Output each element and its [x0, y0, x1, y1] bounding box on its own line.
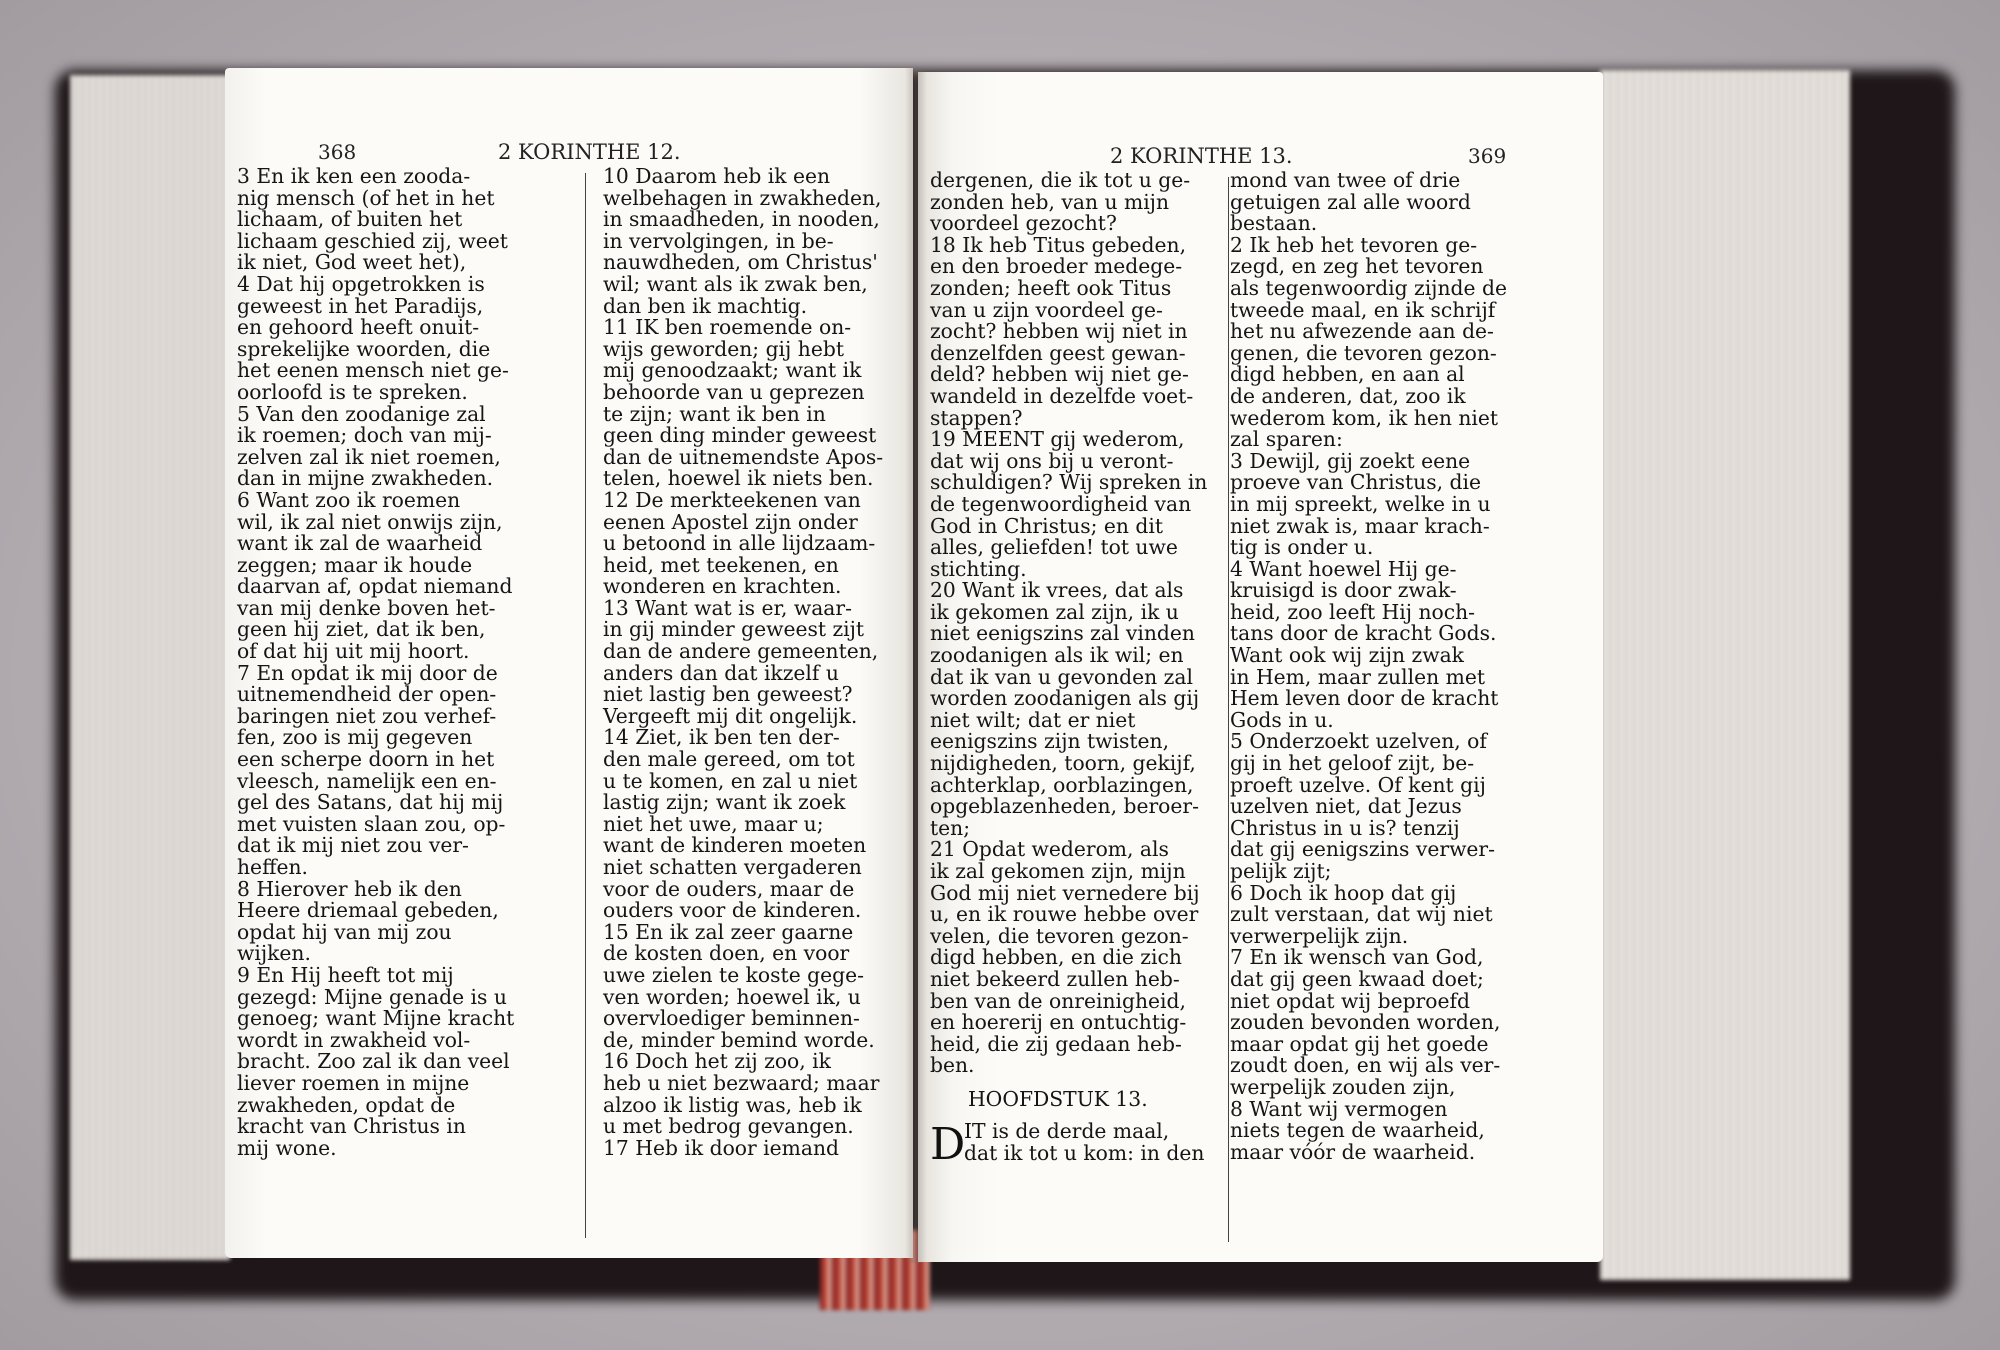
text-line: geweest in het Paradijs, — [237, 293, 484, 318]
drop-cap: D — [930, 1118, 966, 1170]
text-line: maar opdat gij het goede — [1230, 1031, 1489, 1056]
text-line: baringen niet zou verhef- — [237, 703, 497, 728]
text-line: zult verstaan, dat wij niet — [1230, 902, 1493, 927]
text-line: in vervolgingen, in be- — [603, 228, 834, 253]
text-line: als tegenwoordig zijnde de — [1230, 275, 1507, 300]
text-line: achterklap, oorblazingen, — [930, 772, 1194, 797]
text-line: want ik zal de waarheid — [237, 531, 483, 556]
running-header-left: 2 KORINTHE 12. — [498, 140, 681, 164]
text-line: en den broeder medege- — [930, 254, 1183, 279]
text-line: eenen Apostel zijn onder — [603, 509, 858, 534]
text-line: telen, hoewel ik niets ben. — [603, 466, 874, 491]
text-line: zelven zal ik niet roemen, — [237, 444, 501, 469]
text-line: eenigszins zijn twisten, — [930, 729, 1170, 754]
text-line: 15 En ik zal zeer gaarne — [603, 919, 854, 944]
text-line: pelijk zijt; — [1230, 859, 1332, 883]
text-line: heffen. — [237, 855, 308, 879]
text-line: tweede maal, en ik schrijf — [1230, 297, 1496, 322]
text-line: mij genoodzaakt; want ik — [603, 358, 862, 383]
text-line: 10 Daarom heb ik een — [603, 164, 831, 188]
text-line: met vuisten slaan zou, op- — [237, 811, 506, 836]
text-line: 9 En Hij heeft tot mij — [237, 962, 454, 987]
text-line: ven worden; hoewel ik, u — [603, 984, 861, 1009]
text-line: wil; want als ik zwak ben, — [603, 271, 868, 296]
text-line: dan de andere gemeenten, — [603, 639, 879, 664]
text-line: 8 Hierover heb ik den — [237, 876, 462, 901]
text-line: wederom kom, ik hen niet — [1230, 405, 1499, 430]
text-line: zal sparen: — [1230, 427, 1343, 452]
text-line: IT is de derde maal, — [964, 1118, 1170, 1143]
text-line: worden zoodanigen als gij — [930, 686, 1200, 711]
text-line: God in Christus; en dit — [930, 513, 1164, 538]
text-line: niet het uwe, maar u; — [603, 811, 824, 836]
text-line: de kosten doen, en voor — [603, 941, 850, 966]
text-line: getuigen zal alle woord — [1230, 189, 1471, 214]
text-line: dergenen, die ik tot u ge- — [930, 168, 1191, 192]
text-line: liever roemen in mijne — [237, 1070, 470, 1095]
text-line: 21 Opdat wederom, als — [930, 837, 1169, 862]
text-line: deld? hebben wij niet ge- — [930, 362, 1189, 387]
text-line: een scherpe doorn in het — [237, 747, 495, 772]
text-line: dat gij geen kwaad doet; — [1230, 966, 1484, 991]
text-line: dat ik mij niet zou ver- — [237, 833, 469, 858]
text-line: niet opdat wij beproefd — [1230, 988, 1470, 1013]
text-line: zonden heb, van u mijn — [930, 189, 1170, 214]
text-line: wijs geworden; gij hebt — [603, 336, 844, 361]
page-number-left: 368 — [318, 140, 357, 164]
text-line: voordeel gezocht? — [930, 211, 1117, 236]
text-line: 18 Ik heb Titus gebeden, — [930, 232, 1187, 257]
text-line: proeve van Christus, die — [1230, 470, 1482, 495]
text-line: lastig zijn; want ik zoek — [603, 790, 846, 815]
page-edges-left — [70, 75, 230, 1260]
text-line: de, minder bemind worde. — [603, 1027, 875, 1052]
text-line: het eenen mensch niet ge- — [237, 358, 509, 383]
text-line: niet eenigszins zal vinden — [930, 621, 1195, 646]
text-line: van mij denke boven het- — [237, 595, 496, 620]
text-line: 16 Doch het zij zoo, ik — [603, 1049, 831, 1074]
text-line: ik gekomen zal zijn, ik u — [930, 599, 1179, 624]
text-line: velen, die tevoren gezon- — [930, 923, 1189, 948]
text-line: gij in het geloof zijt, be- — [1230, 751, 1475, 776]
text-line: dan ben ik machtig. — [603, 293, 808, 318]
text-line: zwakheden, opdat de — [237, 1092, 456, 1117]
left-page-column-1 — [237, 164, 515, 1160]
text-line: dat wij ons bij u veront- — [930, 448, 1174, 473]
text-line: zocht? hebben wij niet in — [930, 319, 1188, 344]
text-line: lichaam geschied zij, weet — [237, 228, 508, 253]
chapter-heading: HOOFDSTUK 13. — [968, 1086, 1148, 1111]
book-gutter — [905, 68, 927, 1263]
text-line: wil, ik zal niet onwijs zijn, — [237, 509, 503, 534]
text-line: 4 Dat hij opgetrokken is — [237, 271, 485, 296]
text-line: 20 Want ik vrees, dat als — [930, 578, 1184, 603]
text-line: Vergeeft mij dit ongelijk. — [603, 703, 858, 728]
text-line: wonderen en krachten. — [603, 574, 842, 599]
text-line: want de kinderen moeten — [603, 833, 867, 858]
text-line: gezegd: Mijne genade is u — [237, 984, 507, 1009]
text-line: 12 De merkteekenen van — [603, 487, 861, 512]
text-line: de tegenwoordigheid van — [930, 491, 1192, 516]
text-line: zeggen; maar ik houde — [237, 552, 473, 577]
right-page-column-2 — [1230, 170, 1530, 1163]
text-line: zoodanigen als ik wil; en — [930, 643, 1184, 668]
text-line: niet bekeerd zullen heb- — [930, 966, 1180, 991]
text-line: voor de ouders, maar de — [603, 876, 855, 901]
text-line: Want ook wij zijn zwak — [1230, 643, 1464, 668]
text-line: u, en ik rouwe hebbe over — [930, 902, 1199, 927]
text-line: dat gij eenigszins verwer- — [1230, 837, 1495, 862]
text-line: uitnemendheid der open- — [237, 682, 497, 707]
text-line: niet zwak is, maar krach- — [1230, 513, 1490, 538]
text-line: genoeg; want Mijne kracht — [237, 1006, 515, 1031]
text-line: uwe zielen te koste gege- — [603, 962, 864, 987]
text-line: fen, zoo is mij gegeven — [237, 725, 473, 750]
text-line: dan de uitnemendste Apos- — [603, 444, 884, 469]
text-line: te zijn; want ik ben in — [603, 401, 826, 426]
text-line: en gehoord heeft onuit- — [237, 315, 480, 340]
text-line: mond van twee of drie — [1230, 168, 1461, 192]
text-line: heid, zoo leeft Hij noch- — [1230, 599, 1476, 624]
running-header-right: 2 KORINTHE 13. — [1110, 144, 1293, 168]
text-line: 7 En opdat ik mij door de — [237, 660, 498, 685]
text-line: ben. — [930, 1053, 975, 1078]
text-line: verwerpelijk zijn. — [1230, 923, 1409, 948]
text-line: overvloediger beminnen- — [603, 1006, 860, 1031]
text-line: opdat hij van mij zou — [237, 919, 452, 944]
chapter-opening — [930, 1118, 1230, 1170]
text-line: zonden; heeft ook Titus — [930, 275, 1172, 300]
text-line: alzoo ik listig was, heb ik — [603, 1092, 862, 1117]
text-line: dat ik tot u kom: in den — [964, 1140, 1205, 1165]
text-line: anders dan dat ikzelf u — [603, 660, 839, 685]
text-line: 3 En ik ken een zooda- — [237, 164, 471, 188]
text-line: 4 Want hoewel Hij ge- — [1230, 556, 1457, 581]
text-line: of dat hij uit mij hoort. — [237, 639, 470, 664]
text-line: 2 Ik heb het tevoren ge- — [1230, 232, 1478, 257]
text-line: vleesch, namelijk een en- — [237, 768, 497, 793]
text-line: uzelven niet, dat Jezus — [1230, 794, 1462, 819]
text-line: ik niet, God weet het), — [237, 250, 467, 275]
text-line: in gij minder geweest zijt — [603, 617, 865, 642]
text-line: 19 MEENT gij wederom, — [930, 427, 1185, 452]
text-line: daarvan af, opdat niemand — [237, 574, 513, 599]
text-line: Gods in u. — [1230, 707, 1334, 732]
text-line: opgeblazenheden, beroer- — [930, 794, 1199, 819]
text-line: 6 Want zoo ik roemen — [237, 487, 461, 512]
text-line: God mij niet vernedere bij — [930, 880, 1200, 905]
text-line: 5 Onderzoekt uzelven, of — [1230, 729, 1487, 754]
left-page-column-2 — [603, 166, 903, 1159]
column-rule-right — [1228, 177, 1229, 1242]
text-line: bracht. Zoo zal ik dan veel — [237, 1049, 510, 1074]
text-line: dan in mijne zwakheden. — [237, 466, 494, 491]
text-line: in smaadheden, in nooden, — [603, 207, 880, 232]
text-line: kracht van Christus in — [237, 1114, 466, 1139]
text-line: van u zijn voordeel ge- — [930, 297, 1163, 322]
text-line: kruisigd is door zwak- — [1230, 578, 1457, 603]
text-line: u te komen, en zal u niet — [603, 768, 858, 793]
text-line: niets tegen de waarheid, — [1230, 1118, 1485, 1143]
text-line: geen ding minder geweest — [603, 423, 877, 448]
page-edges-right — [1600, 70, 1850, 1280]
text-line: proeft uzelve. Of kent gij — [1230, 772, 1486, 797]
text-line: 6 Doch ik hoop dat gij — [1230, 880, 1457, 905]
text-line: denzelfden geest gewan- — [930, 340, 1186, 365]
text-line: 14 Ziet, ik ben ten der- — [603, 725, 840, 750]
text-line: ik zal gekomen zijn, mijn — [930, 859, 1186, 883]
text-line: dat ik van u gevonden zal — [930, 664, 1193, 689]
text-line: zoudt doen, en wij als ver- — [1230, 1053, 1501, 1078]
text-line: heid, met teekenen, en — [603, 552, 839, 577]
text-line: nig mensch (of het in het — [237, 185, 495, 210]
text-line: en hoererij en ontuchtig- — [930, 1010, 1187, 1035]
text-line: sprekelijke woorden, die — [237, 336, 491, 361]
text-line: in mij spreekt, welke in u — [1230, 491, 1491, 516]
text-line: behoorde van u geprezen — [603, 379, 865, 404]
text-line: 5 Van den zoodanige zal — [237, 401, 486, 426]
text-line: welbehagen in zwakheden, — [603, 185, 882, 210]
text-line: 13 Want wat is er, waar- — [603, 595, 852, 620]
text-line: niet lastig ben geweest? — [603, 682, 853, 707]
text-line: 3 Dewijl, gij zoekt eene — [1230, 448, 1471, 473]
text-line: de anderen, dat, zoo ik — [1230, 383, 1466, 408]
text-line: genen, die tevoren gezon- — [1230, 340, 1497, 365]
text-line: lichaam, of buiten het — [237, 207, 463, 232]
text-line: niet schatten vergaderen — [603, 855, 862, 879]
text-line: den male gereed, om tot — [603, 747, 855, 772]
text-line: mij wone. — [237, 1135, 337, 1160]
text-line: nijdigheden, toorn, gekijf, — [930, 751, 1196, 776]
text-line: ten; — [930, 815, 971, 840]
text-line: Heere driemaal gebeden, — [237, 898, 499, 923]
text-line: ouders voor de kinderen. — [603, 898, 862, 923]
text-line: tig is onder u. — [1230, 535, 1374, 560]
right-page — [918, 72, 1603, 1262]
text-line: zouden bevonden worden, — [1230, 1010, 1501, 1035]
text-line: schuldigen? Wij spreken in — [930, 470, 1208, 495]
left-page — [225, 68, 913, 1258]
text-line: 11 IK ben roemende on- — [603, 315, 852, 340]
right-page-column-1 — [930, 168, 1230, 1170]
text-line: geen hij ziet, dat ik ben, — [237, 617, 486, 642]
text-line: werpelijk zouden zijn, — [1230, 1074, 1456, 1099]
column-rule-left — [585, 173, 586, 1238]
text-line: ik roemen; doch van mij- — [237, 423, 492, 448]
text-line: maar vóór de waarheid. — [1230, 1139, 1476, 1164]
text-line: u betoond in alle lijdzaam- — [603, 531, 876, 556]
text-line: u met bedrog gevangen. — [603, 1114, 854, 1139]
text-line: stappen? — [930, 405, 1023, 430]
text-line: Christus in u is? tenzij — [1230, 815, 1460, 840]
text-line: in Hem, maar zullen met — [1230, 664, 1485, 689]
text-line: ben van de onreinigheid, — [930, 988, 1186, 1013]
page-number-right: 369 — [1468, 144, 1507, 168]
text-line: niet wilt; dat er niet — [930, 707, 1136, 732]
text-line: Hem leven door de kracht — [1230, 686, 1499, 711]
text-line: heid, die zij gedaan heb- — [930, 1031, 1182, 1056]
text-line: nauwdheden, om Christus' — [603, 250, 878, 275]
text-line: oorloofd is te spreken. — [237, 379, 468, 404]
text-line: zegd, en zeg het tevoren — [1230, 254, 1484, 279]
text-line: digd hebben, en aan al — [1230, 362, 1465, 387]
text-line: wandeld in dezelfde voet- — [930, 383, 1194, 408]
text-line: heb u niet bezwaard; maar — [603, 1070, 880, 1095]
text-line: het nu afwezende aan de- — [1230, 319, 1494, 344]
text-line: digd hebben, en die zich — [930, 945, 1182, 970]
text-line: 8 Want wij vermogen — [1230, 1096, 1448, 1121]
text-line: gel des Satans, dat hij mij — [237, 790, 504, 815]
text-line: bestaan. — [1230, 211, 1318, 236]
text-line: stichting. — [930, 556, 1027, 581]
text-line: wordt in zwakheid vol- — [237, 1027, 471, 1052]
text-line: wijken. — [237, 941, 311, 966]
text-line: tans door de kracht Gods. — [1230, 621, 1497, 646]
text-line: 17 Heb ik door iemand — [603, 1135, 839, 1160]
text-line: alles, geliefden! tot uwe — [930, 535, 1178, 560]
text-line: 7 En ik wensch van God, — [1230, 945, 1484, 970]
